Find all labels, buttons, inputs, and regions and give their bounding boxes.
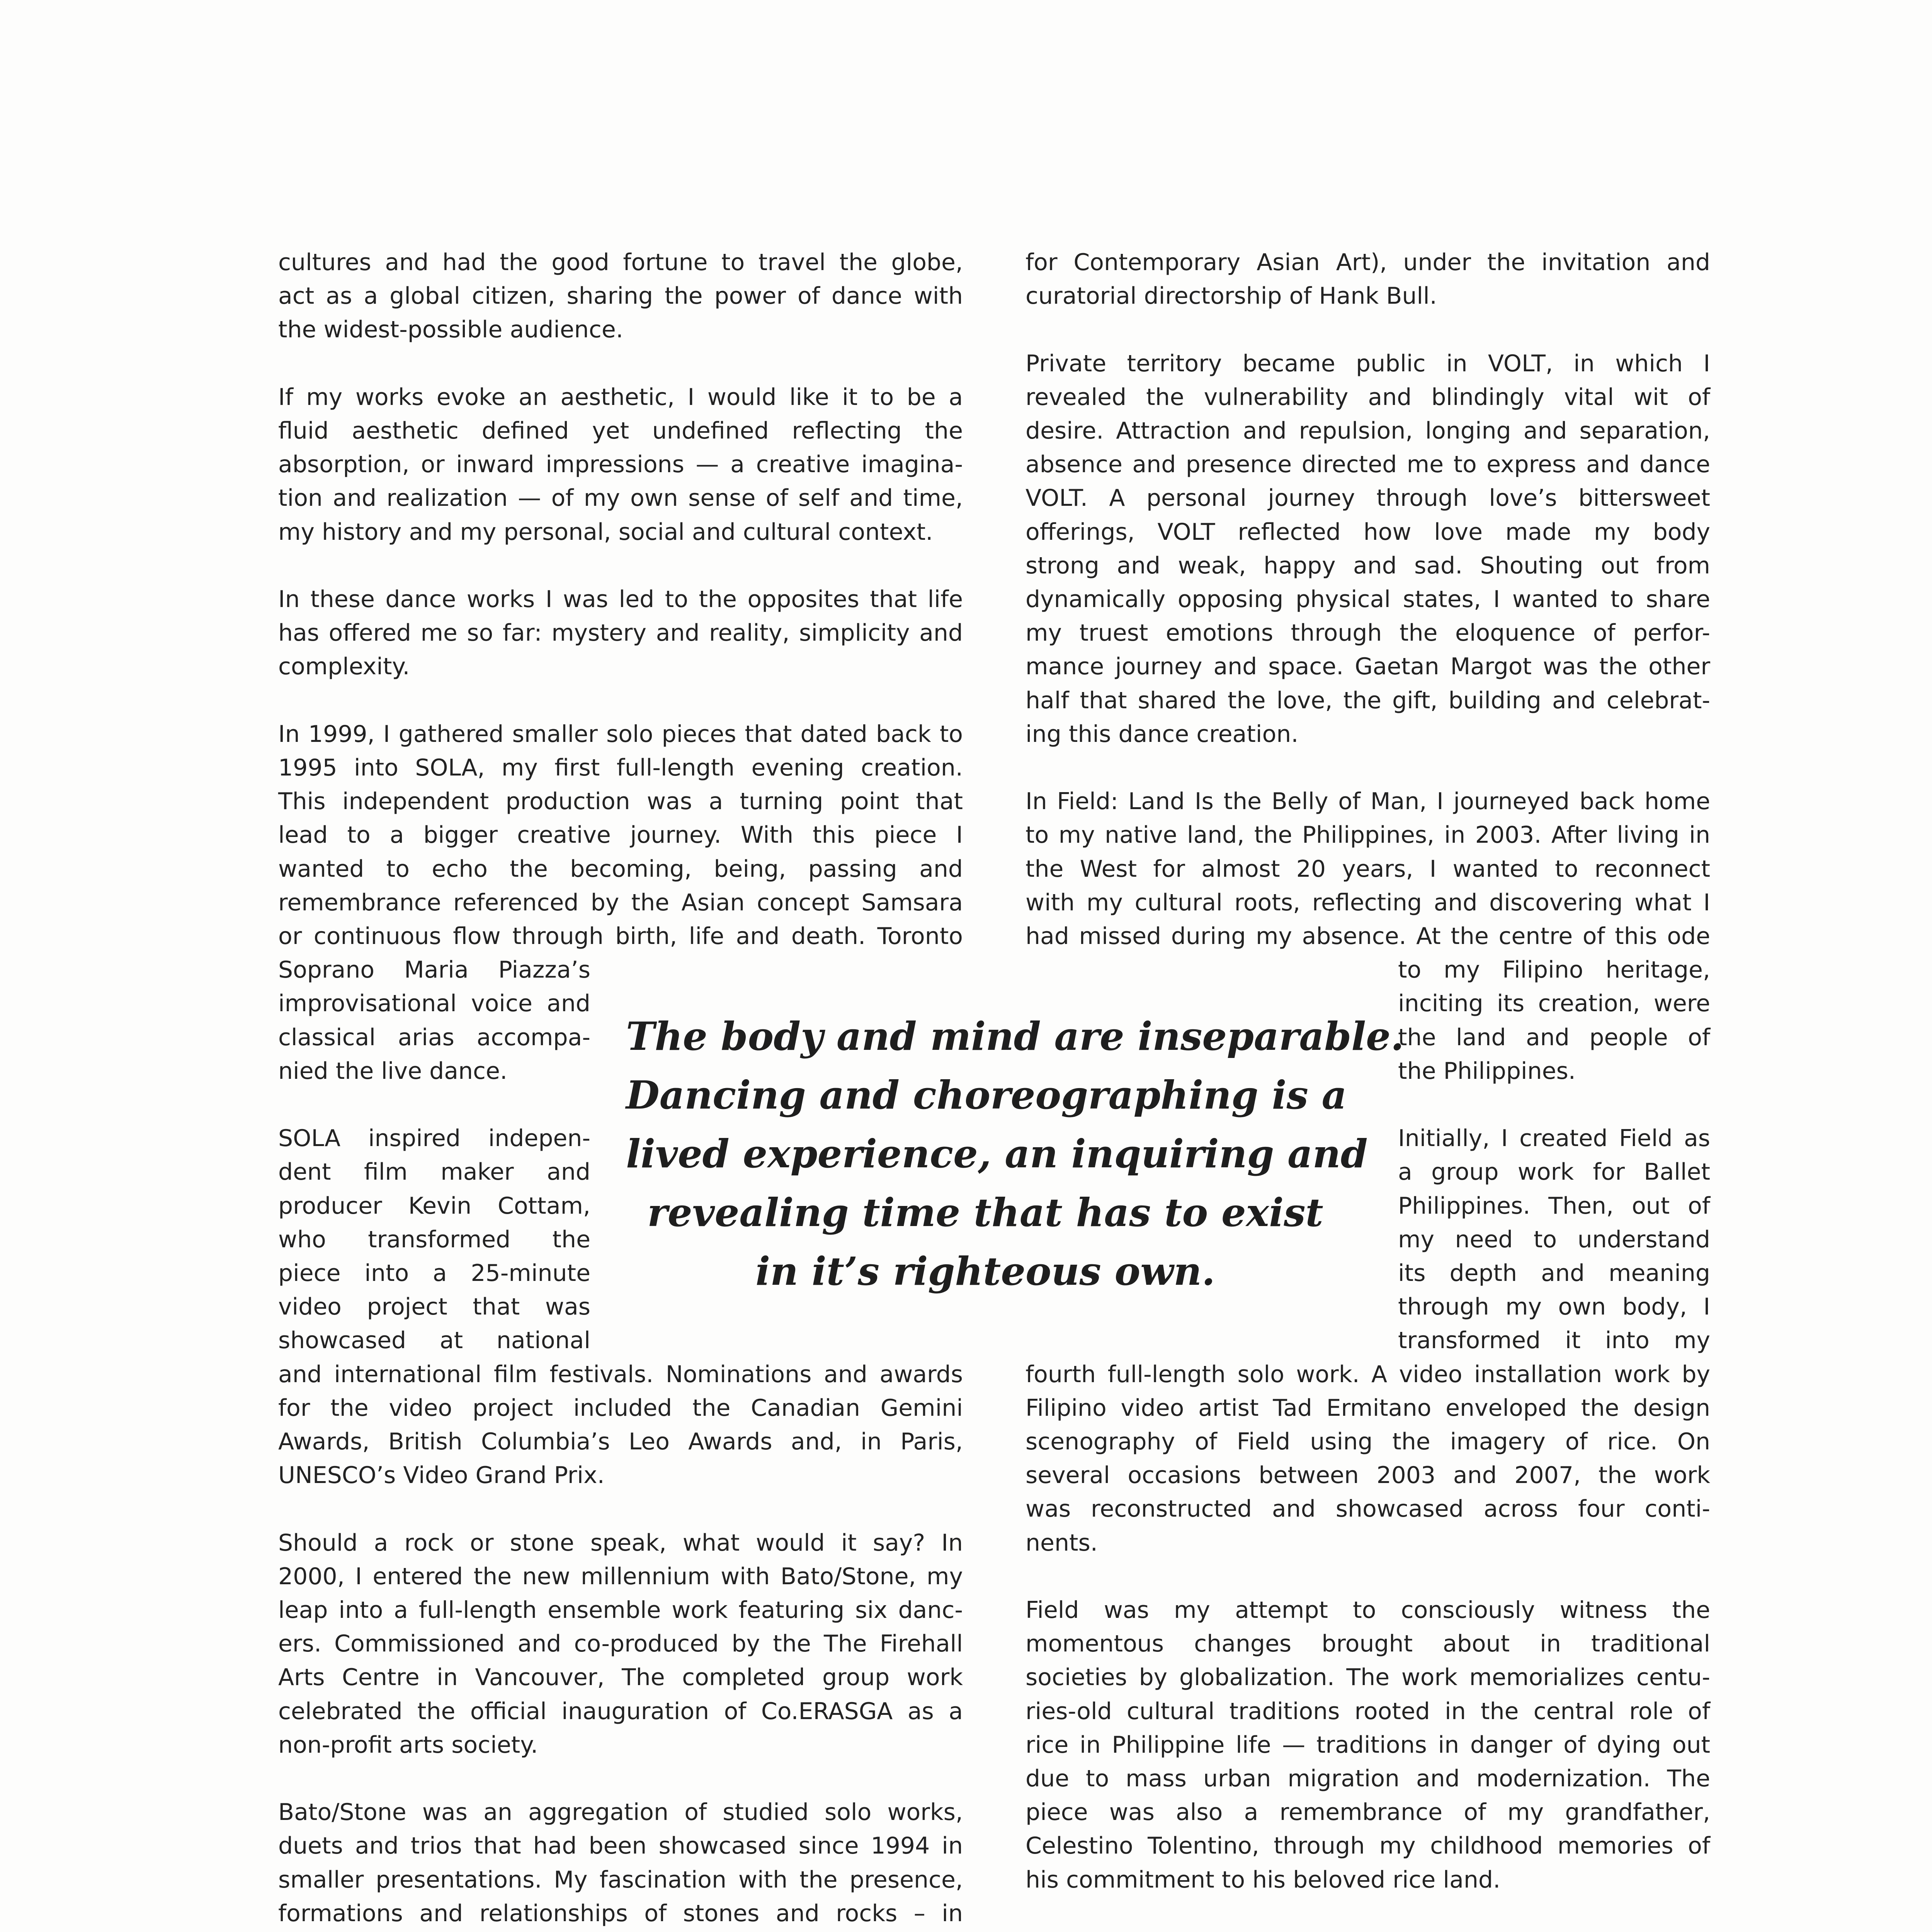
text-line: inciting its creation, were <box>1398 990 1710 1017</box>
paragraph-narrow <box>278 953 590 1088</box>
text-line: Bato/Stone was an aggregation of studied solo works, <box>278 1799 963 1826</box>
text-line: momentous changes brought about in traditional <box>1026 1630 1710 1658</box>
text-line: Filipino video artist Tad Ermitano enveloped the design <box>1026 1394 1710 1422</box>
text-line: through my own body, I <box>1398 1293 1710 1321</box>
text-line: formations and relationships of stones and rocks – in <box>278 1900 963 1927</box>
pull-quote-line: revealing time that has to exist <box>647 1190 1323 1235</box>
paragraph <box>278 1526 963 1762</box>
text-line: due to mass urban migration and modernization. The <box>1026 1765 1710 1793</box>
text-line: Celestino Tolentino, through my childhood memories of <box>1026 1832 1710 1860</box>
text-line: Initially, I created Field as <box>1398 1125 1710 1152</box>
text-line: showcased at national <box>278 1327 590 1354</box>
text-line: Private territory became public in VOLT, in which I <box>1026 350 1710 377</box>
text-line: 1995 into SOLA, my first full-length evening creation. <box>278 754 963 781</box>
text-line: dent film maker and <box>278 1158 590 1186</box>
text-line: for the video project included the Canadian Gemini <box>278 1394 963 1422</box>
text-line: piece was also a remembrance of my grandfather, <box>1026 1799 1710 1826</box>
text-line: for Contemporary Asian Art), under the invitation and <box>1026 249 1710 276</box>
text-line: to my native land, the Philippines, in 2003. After living in <box>1026 821 1710 849</box>
paragraph-narrow <box>1398 1122 1710 1357</box>
text-line: leap into a full-length ensemble work featuring six danc- <box>278 1597 963 1624</box>
text-line: scenography of Field using the imagery of rice. On <box>1026 1428 1710 1456</box>
text-line: tion and realization — of my own sense of self and time, <box>278 485 963 512</box>
text-line: desire. Attraction and repulsion, longing and separation, <box>1026 417 1710 444</box>
text-line: mance journey and space. Gaetan Margot was the other <box>1026 653 1710 680</box>
text-line: with my cultural roots, reflecting and discovering what I <box>1026 889 1710 916</box>
text-line: If my works evoke an aesthetic, I would like it to be a <box>278 383 963 411</box>
text-line: absence and presence directed me to express and dance <box>1026 451 1710 478</box>
text-line: has offered me so far: mystery and reality, simplicity and <box>278 619 963 647</box>
text-line: Awards, British Columbia’s Leo Awards and, in Paris, <box>278 1428 963 1456</box>
text-line: my need to understand <box>1398 1226 1710 1253</box>
text-line: cultures and had the good fortune to travel the globe, <box>278 249 963 276</box>
text-line: a group work for Ballet <box>1398 1158 1710 1186</box>
text-line: video project that was <box>278 1293 590 1321</box>
text-line: the Philippines. <box>1398 1057 1576 1085</box>
text-line: was reconstructed and showcased across four conti- <box>1026 1495 1710 1523</box>
paragraph <box>278 1358 963 1493</box>
text-line: 2000, I entered the new millennium with Bato/Stone, my <box>278 1563 963 1590</box>
text-line <box>1026 1930 1710 1932</box>
text-line: In 1999, I gathered smaller solo pieces that dated back to <box>278 720 963 748</box>
text-line: revealed the vulnerability and blindingly vital wit of <box>1026 383 1710 411</box>
paragraph <box>1026 1930 1710 1932</box>
paragraph <box>1026 1594 1710 1897</box>
text-line: wanted to echo the becoming, being, passing and <box>278 855 963 883</box>
text-line: absorption, or inward impressions — a creative imagina- <box>278 451 963 478</box>
text-line: had missed during my absence. At the centre of this ode <box>1026 923 1710 950</box>
paragraph-narrow <box>278 1122 590 1357</box>
text-line: rice in Philippine life — traditions in danger of dying out <box>1026 1731 1710 1759</box>
text-line: non-profit arts society. <box>278 1731 538 1759</box>
text-line: who transformed the <box>278 1226 590 1253</box>
text-line: dynamically opposing physical states, I wanted to share <box>1026 586 1710 613</box>
text-line: VOLT. A personal journey through love’s bittersweet <box>1026 485 1710 512</box>
text-line: celebrated the official inauguration of Co.ERASGA as a <box>278 1697 963 1725</box>
text-line: societies by globalization. The work memorializes centu- <box>1026 1664 1710 1691</box>
text-line: fourth full-length solo work. A video installation work by <box>1026 1361 1710 1388</box>
text-line: fluid aesthetic defined yet undefined reflecting the <box>278 417 963 444</box>
text-line: UNESCO’s Video Grand Prix. <box>278 1462 605 1489</box>
paragraph <box>1026 347 1710 751</box>
text-line: Should a rock or stone speak, what would it say? In <box>278 1529 963 1556</box>
text-line: In Field: Land Is the Belly of Man, I journeyed back home <box>1026 788 1710 815</box>
paragraph <box>1026 1358 1710 1560</box>
text-line: ries-old cultural traditions rooted in the central role of <box>1026 1697 1710 1725</box>
text-line: to my Filipino heritage, <box>1398 956 1710 984</box>
text-line: the West for almost 20 years, I wanted to reconnect <box>1026 855 1710 883</box>
text-line: Soprano Maria Piazza’s <box>278 956 590 984</box>
text-line: smaller presentations. My fascination with the presence, <box>278 1866 963 1893</box>
text-line: the widest-possible audience. <box>278 316 623 344</box>
text-line: curatorial directorship of Hank Bull. <box>1026 282 1437 310</box>
pull-quote-line: Dancing and choreographing is a <box>626 1072 1347 1118</box>
pull-quote <box>626 1007 1404 1301</box>
text-line: transformed it into my <box>1398 1327 1710 1354</box>
paragraph <box>278 1796 963 1932</box>
text-line: ing this dance creation. <box>1026 720 1299 748</box>
text-line: Arts Centre in Vancouver, The completed group work <box>278 1664 963 1691</box>
text-line: offerings, VOLT reflected how love made my body <box>1026 518 1710 546</box>
text-line: This independent production was a turning point that <box>278 788 963 815</box>
text-line: my history and my personal, social and cultural context. <box>278 518 933 546</box>
text-line: strong and weak, happy and sad. Shouting out from <box>1026 552 1710 579</box>
text-line: my truest emotions through the eloquence of perfor- <box>1026 619 1710 647</box>
text-line: In these dance works I was led to the opposites that life <box>278 586 963 613</box>
pull-quote-line: lived experience, an inquiring and <box>626 1131 1368 1177</box>
text-line: Field was my attempt to consciously witness the <box>1026 1597 1710 1624</box>
text-line: duets and trios that had been showcased since 1994 in <box>278 1832 963 1860</box>
text-line: ers. Commissioned and co-produced by the The Firehall <box>278 1630 963 1658</box>
pull-quote-line: The body and mind are inseparable. <box>626 1014 1404 1059</box>
text-line: act as a global citizen, sharing the power of dance with <box>278 282 963 310</box>
paragraph <box>278 246 963 347</box>
text-line: classical arias accompa- <box>278 1024 590 1051</box>
text-line: nents. <box>1026 1529 1098 1556</box>
text-line: or continuous flow through birth, life and death. Toronto <box>278 923 963 950</box>
text-line: several occasions between 2003 and 2007, the work <box>1026 1462 1710 1489</box>
text-line: its depth and meaning <box>1398 1260 1710 1287</box>
text-line: Philippines. Then, out of <box>1398 1192 1710 1219</box>
text-line: the land and people of <box>1398 1024 1710 1051</box>
text-line: complexity. <box>278 653 410 680</box>
paragraph-narrow <box>1398 953 1710 1088</box>
paragraph <box>1026 246 1710 313</box>
paragraph <box>278 718 963 953</box>
text-line: SOLA inspired indepen- <box>278 1125 590 1152</box>
text-line <box>278 1930 963 1932</box>
text-line: remembrance referenced by the Asian concept Samsara <box>278 889 963 916</box>
text-line: improvisational voice and <box>278 990 590 1017</box>
text-line: nied the live dance. <box>278 1057 507 1085</box>
text-line: half that shared the love, the gift, building and celebrat- <box>1026 687 1710 714</box>
text-line: and international film festivals. Nominations and awards <box>278 1361 963 1388</box>
text-line: producer Kevin Cottam, <box>278 1192 590 1219</box>
paragraph <box>278 583 963 684</box>
text-line: lead to a bigger creative journey. With this piece I <box>278 821 963 849</box>
paragraph <box>278 381 963 549</box>
text-line: piece into a 25-minute <box>278 1260 590 1287</box>
text-line: his commitment to his beloved rice land. <box>1026 1866 1501 1893</box>
paragraph <box>1026 785 1710 953</box>
pull-quote-line: in it’s righteous own. <box>755 1248 1215 1294</box>
